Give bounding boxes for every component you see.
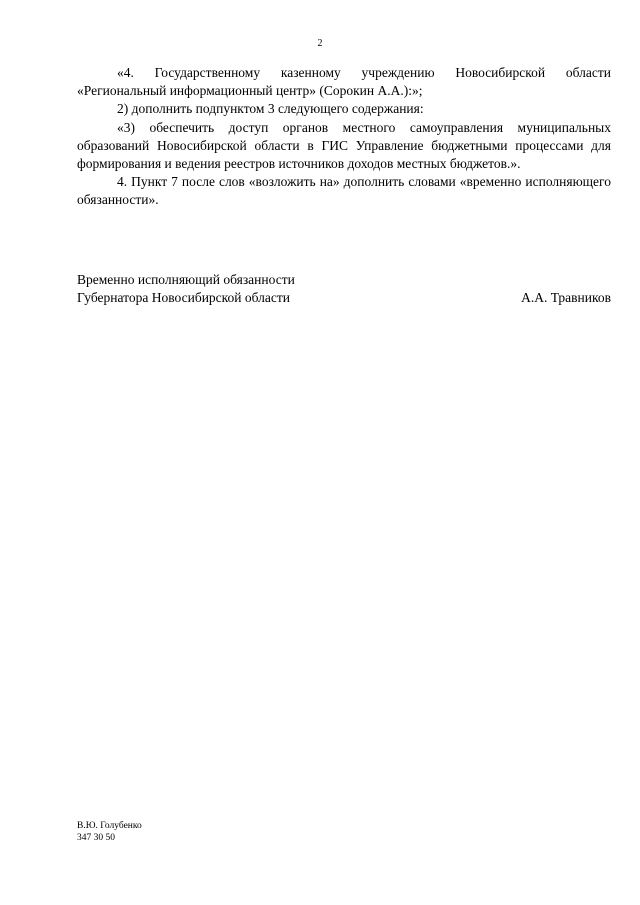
signature-block bbox=[77, 271, 611, 307]
paragraph-add-subitem-3: 2) дополнить подпунктом 3 следующего содержания: bbox=[117, 101, 424, 117]
executor-phone: 347 30 50 bbox=[77, 833, 115, 843]
paragraph-item-4-point-7: 4. Пункт 7 после слов «возложить на» дополнить словами «временно исполняющего обязанности». bbox=[77, 174, 611, 208]
signature-position-text2: Губернатора Новосибирской области bbox=[77, 290, 291, 305]
signature-position-line2 bbox=[77, 289, 611, 307]
signature-position-text1: Временно исполняющий обязанности bbox=[77, 272, 295, 287]
signature-position-line1 bbox=[77, 271, 611, 289]
paragraph-item-4-amendment: «4. Государственному казенному учреждению Новосибирской области «Региональный информационный центр» (Сорокин А.А.):»; bbox=[77, 65, 611, 99]
document-body bbox=[77, 64, 611, 210]
signature-name: А.А. Травников bbox=[521, 290, 611, 305]
executor-name: В.Ю. Голубенко bbox=[77, 821, 142, 831]
executor-footer bbox=[77, 820, 142, 844]
page-number: 2 bbox=[317, 38, 323, 49]
paragraph-subitem-3-text: «3) обеспечить доступ органов местного самоуправления муниципальных образований Новосибирской области в ГИС Управление бюджетными процессами для формирования и ведения реестров источников доходов местных бюджетов.». bbox=[77, 119, 611, 172]
